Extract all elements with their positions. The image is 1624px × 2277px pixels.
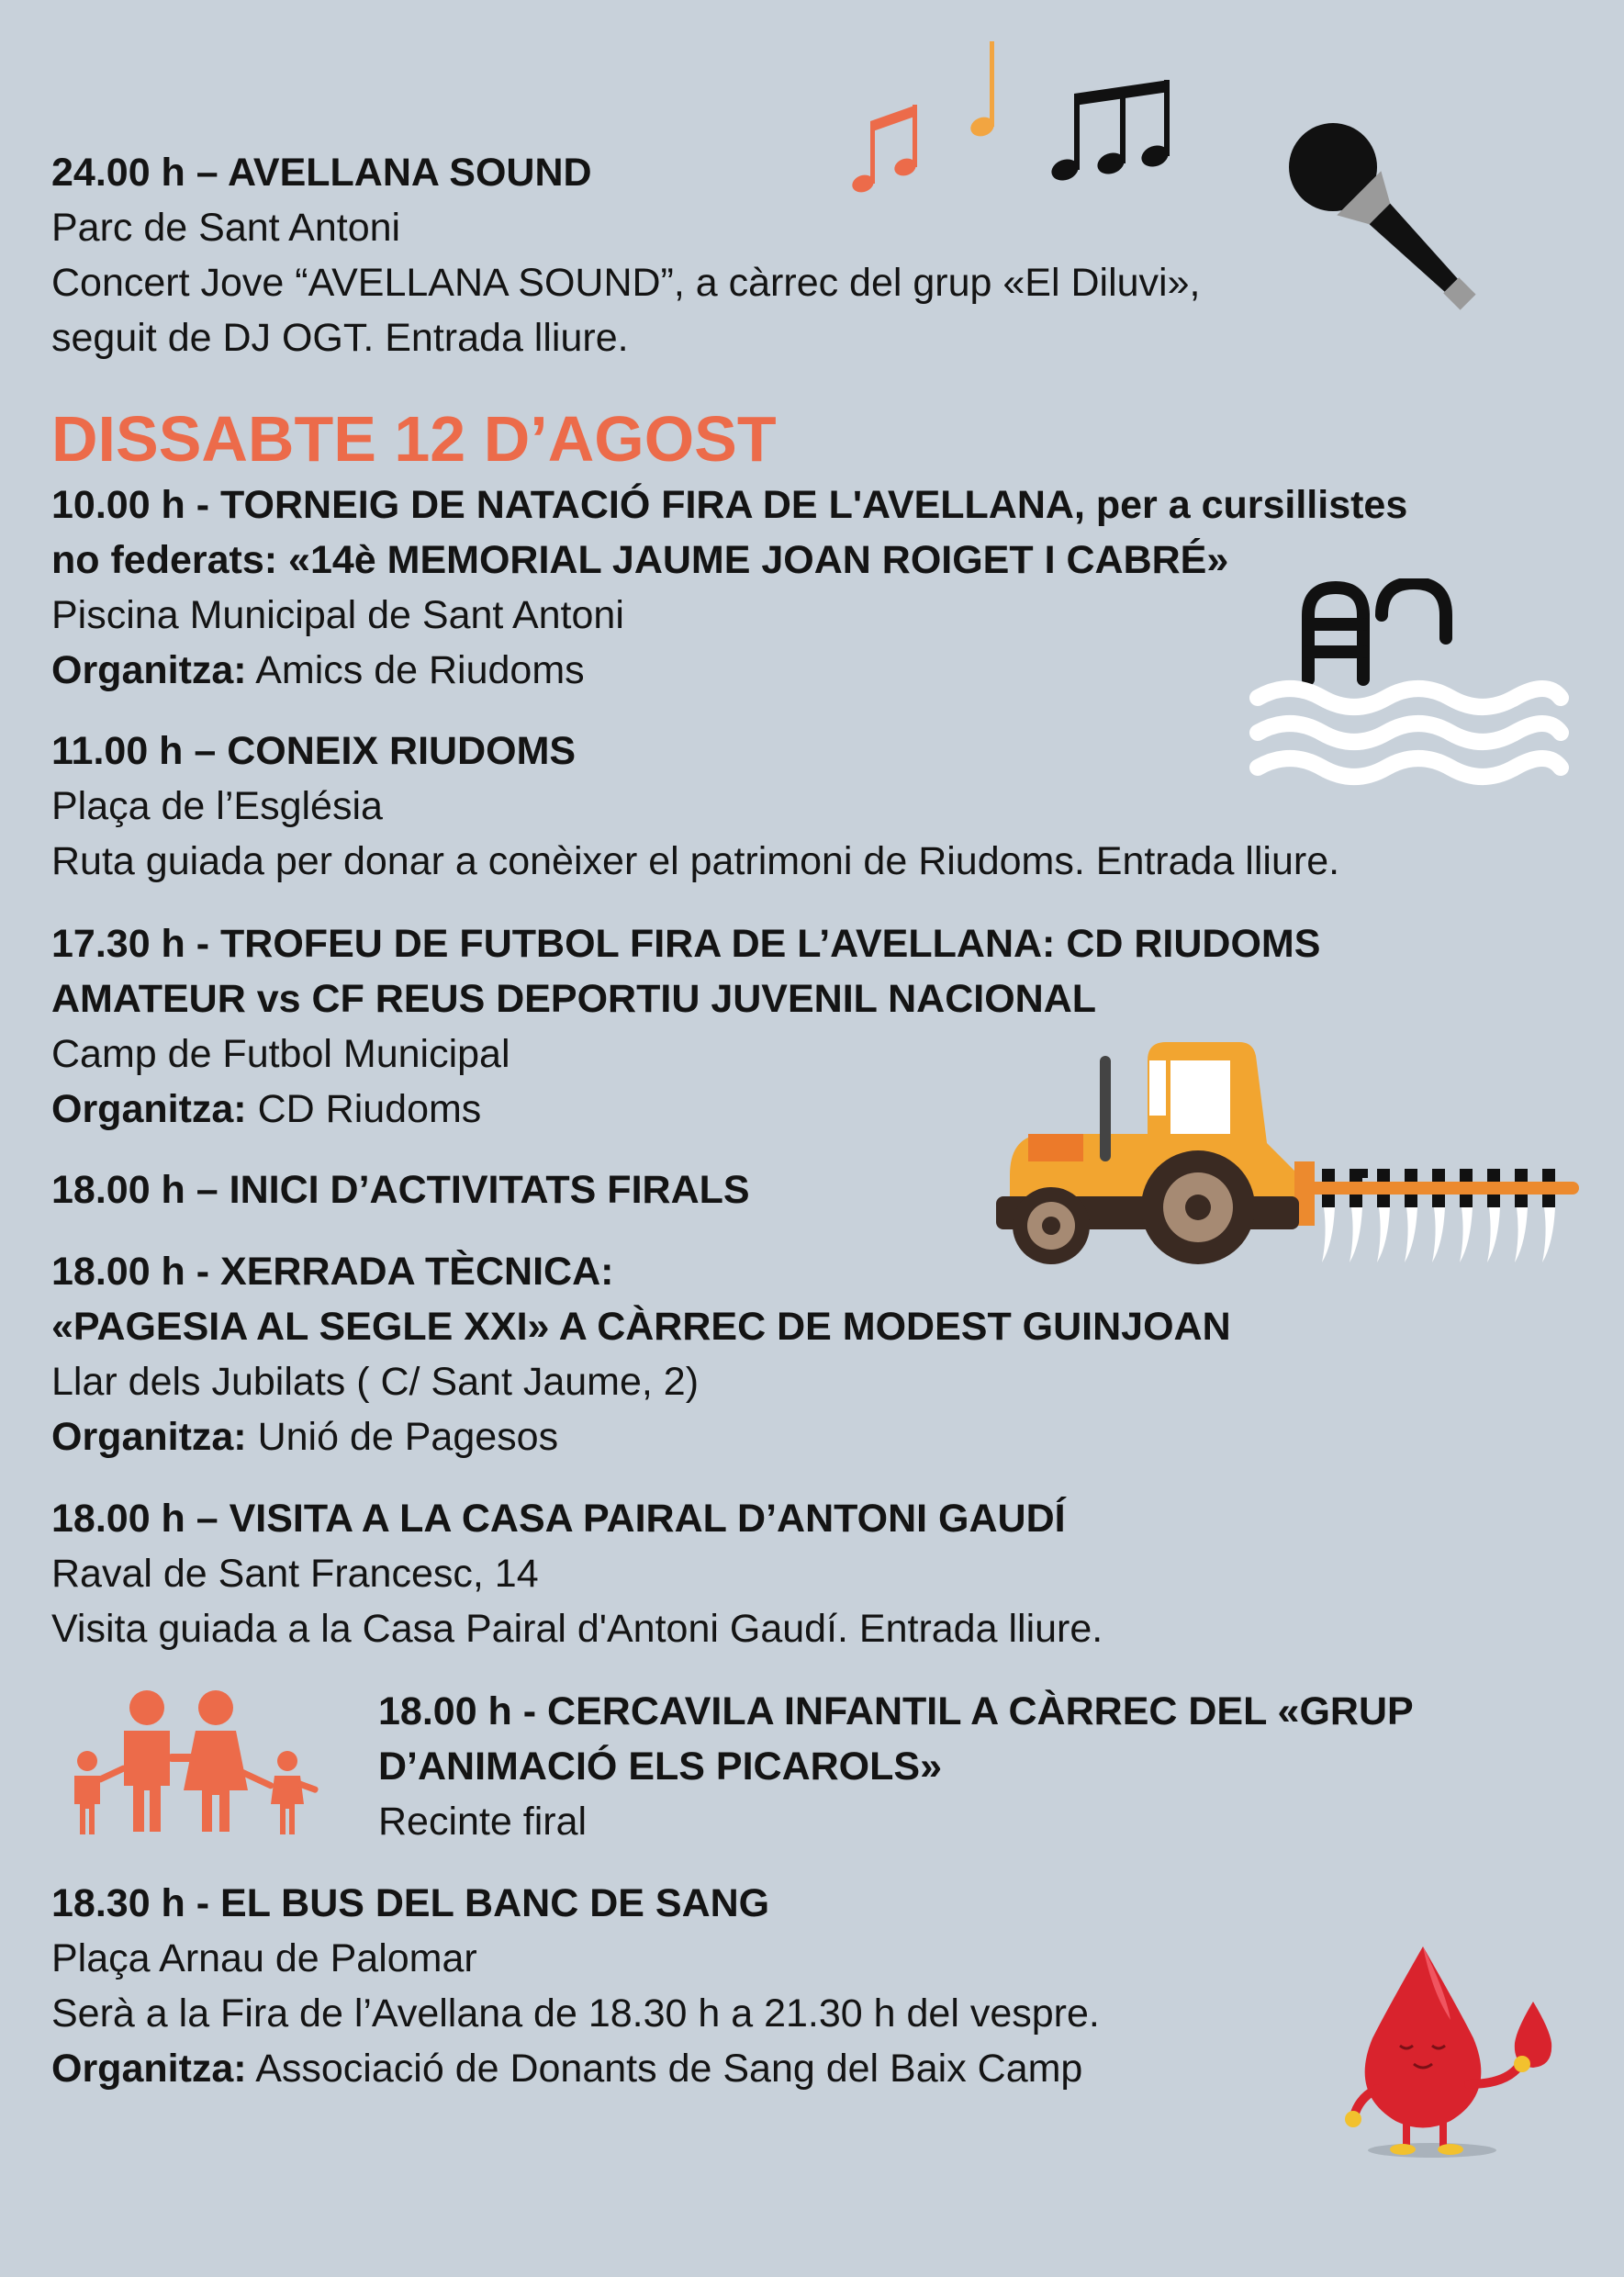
event-location: Llar dels Jubilats ( C/ Sant Jaume, 2): [51, 1360, 700, 1404]
organizer-name: Associació de Donants de Sang del Baix Camp: [246, 2047, 1083, 2091]
event-location: Recinte firal: [378, 1800, 588, 1844]
day-heading: DISSABTE 12 D’AGOST: [51, 403, 777, 475]
event-title: AMATEUR vs CF REUS DEPORTIU JUVENIL NACIONAL: [51, 977, 1097, 1021]
event-location: Piscina Municipal de Sant Antoni: [51, 593, 624, 637]
event-organizer: [51, 1409, 1575, 1464]
event-title: «PAGESIA AL SEGLE XXI» A CÀRREC DE MODEST GUINJOAN: [51, 1305, 1231, 1349]
event-title: 17.30 h - TROFEU DE FUTBOL FIRA DE L’AVELLANA: CD RIUDOMS: [51, 922, 1321, 966]
event-title: 10.00 h - TORNEIG DE NATACIÓ FIRA DE L'AVELLANA, per a cursillistes: [51, 483, 1408, 527]
swimming-pool-icon: [1244, 578, 1574, 799]
organizer-label: Organitza:: [51, 1415, 247, 1459]
organizer-label: Organitza:: [51, 648, 247, 692]
organizer-name: Unió de Pagesos: [246, 1415, 559, 1459]
event-location: Plaça Arnau de Palomar: [51, 1936, 477, 1980]
event-description: Visita guiada a la Casa Pairal d'Antoni Gaudí. Entrada lliure.: [51, 1607, 1103, 1651]
event-title: 24.00 h – AVELLANA SOUND: [51, 151, 592, 195]
event-location: Parc de Sant Antoni: [51, 206, 401, 250]
event-description: Serà a la Fira de l’Avellana de 18.30 h a 21.30 h del vespre.: [51, 1991, 1100, 2036]
tractor-icon: [991, 1033, 1588, 1281]
event-description: seguit de DJ OGT. Entrada lliure.: [51, 316, 629, 360]
event-location: Raval de Sant Francesc, 14: [51, 1552, 539, 1596]
organizer-label: Organitza:: [51, 1087, 247, 1131]
event-title: 18.00 h – VISITA A LA CASA PAIRAL D’ANTONI GAUDÍ: [51, 1497, 1066, 1541]
event-location: Plaça de l’Església: [51, 784, 383, 828]
event-title: 18.30 h - EL BUS DEL BANC DE SANG: [51, 1881, 770, 1925]
event-cercavila: [378, 1684, 1572, 1849]
organizer-label: Organitza:: [51, 2047, 247, 2091]
event-location: Camp de Futbol Municipal: [51, 1032, 510, 1076]
microphone-icon: [1267, 101, 1506, 340]
event-casa-pairal: [51, 1491, 1575, 1656]
event-title: no federats: «14è MEMORIAL JAUME JOAN ROIGET I CABRÉ»: [51, 538, 1229, 582]
organizer-name: Amics de Riudoms: [246, 648, 585, 692]
event-description: Concert Jove “AVELLANA SOUND”, a càrrec del grup «El Diluvi»,: [51, 261, 1201, 305]
event-title: 18.00 h – INICI D’ACTIVITATS FIRALS: [51, 1168, 750, 1212]
event-title: 18.00 h - CERCAVILA INFANTIL A CÀRREC DEL «GRUP: [378, 1689, 1414, 1733]
event-description: Ruta guiada per donar a conèixer el patrimoni de Riudoms. Entrada lliure.: [51, 839, 1340, 883]
music-notes-icon: [845, 37, 1193, 202]
blood-drop-mascot-icon: [1322, 1937, 1570, 2167]
organizer-name: CD Riudoms: [246, 1087, 482, 1131]
family-icon: [60, 1689, 326, 1836]
event-title: 18.00 h - XERRADA TÈCNICA:: [51, 1250, 614, 1294]
event-title: 11.00 h – CONEIX RIUDOMS: [51, 729, 577, 773]
event-title: D’ANIMACIÓ ELS PICAROLS»: [378, 1744, 942, 1789]
